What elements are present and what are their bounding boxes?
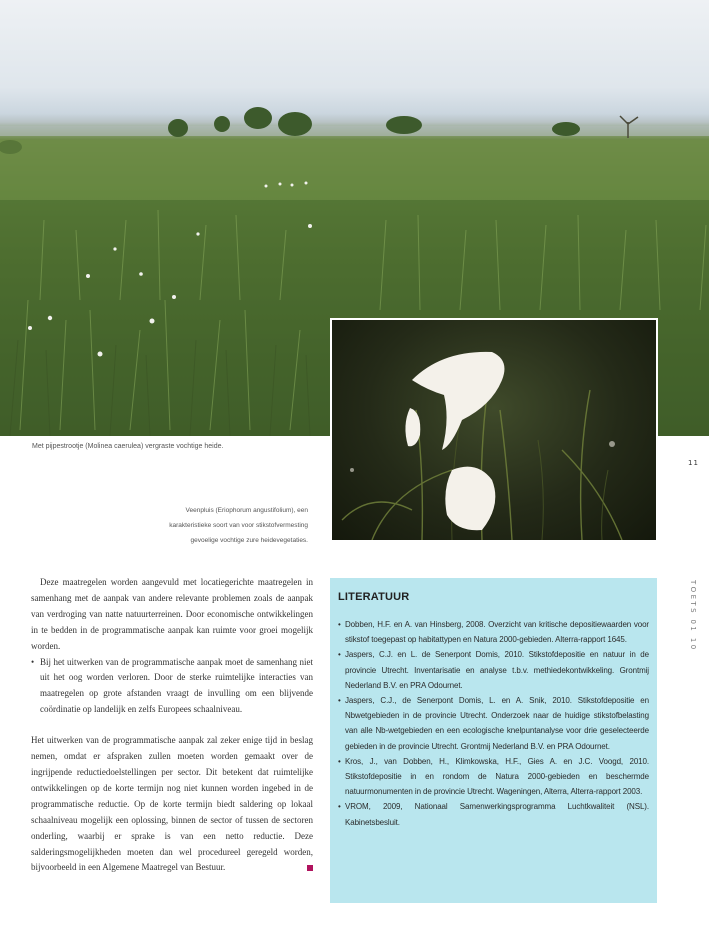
main-photo-caption: Met pijpestrootje (Molinea caerulea) vergraste vochtige heide. <box>32 443 224 450</box>
literature-box <box>330 578 657 903</box>
literature-item: • Jaspers, C.J. en L. de Senerpont Domis, 2010. Stikstofdepositie en natuur in de provincie Utrecht. Inventarisatie en analyse t.b.v. methiedekontwikkeling. Grontmij Nederland B.V. en PRA Odournet. <box>338 647 649 693</box>
body-paragraph-text: Het uitwerken van de programmatische aanpak zal zeker enige tijd in beslag nemen, omdat er afspraken zullen moeten worden gemaakt over de ingrijpende reductiedoelstellingen per sector. Dit betekent dat ruimtelijke ontwikkelingen op de korte termijn nog niet kunnen worden ingebed in de programmatische reductie. Op de korte termijn biedt saldering op lokaal schaalniveau mogelijk een oplossing, binnen de sector of tussen de sectoren onderling, waarbij er sprake is van een netto reductie. Deze salderingsmogelijkheden moeten dan wel procedureel geregeld worden, bijvoorbeeld in een Algemene Maatregel van Bestuur. <box>31 735 313 873</box>
body-text-column <box>31 575 313 876</box>
literature-item: • Jaspers, C.J., de Senerpont Domis, L. en A. Snik, 2010. Stikstofdepositie en Nbwetgebieden in de provincie Utrecht. Onderzoek naar de huidige stikstofbelasting van alle Nb-wetgebieden en een ecologische knelpuntanalyse voor drie geselecteerde gebieden in de provincie Utrecht. Grontmij Nederland B.V. en PRA Odournet. <box>338 693 649 754</box>
literature-item: • Dobben, H.F. en A. van Hinsberg, 2008. Overzicht van kritische depositiewaarden voor stikstof toegepast op habitattypen en Natura 2000-gebieden. Alterra-rapport 1645. <box>338 617 649 647</box>
body-paragraph <box>31 733 313 876</box>
running-head: TOETS 01 10 <box>689 580 697 652</box>
inset-caption-line: Veenpluis (Eriophorum angustifolium), een <box>185 507 308 514</box>
literature-item: • Kros, J., van Dobben, H., Klimkowska, H.F., Gies A. en J.C. Voogd, 2010. Stikstofdepositie in en rondom de Natura 2000-gebieden en beschermde natuurmonumenten in de provincie Utrecht. Wageningen, Alterra, Alterra-rapport 2003. <box>338 754 649 800</box>
bullet-list <box>31 655 313 719</box>
inset-photo-caption <box>130 503 308 548</box>
literature-title: LITERATUUR <box>338 591 410 603</box>
bullet-item: • Bij het uitwerken van de programmatische aanpak moet de samenhang niet uit het oog worden verloren. Door de sterke ruimtelijke interacties van maatregelen op grote afstanden vraagt de invulling om een blijvende coördinatie op landelijk en zelfs Europees schaalniveau. <box>31 655 313 719</box>
inset-caption-line: karakteristieke soort van voor stikstofvermesting <box>169 522 308 529</box>
inset-photo <box>330 318 658 542</box>
literature-list <box>338 617 649 830</box>
page-number: 11 <box>688 459 699 467</box>
end-of-article-mark <box>307 865 313 871</box>
cotton-grass-illustration <box>332 320 656 540</box>
inset-caption-line: gevoelige vochtige zure heidevegetaties. <box>190 537 308 544</box>
literature-item: • VROM, 2009, Nationaal Samenwerkingsprogramma Luchtkwaliteit (NSL). Kabinetsbesluit. <box>338 799 649 829</box>
body-paragraph: Deze maatregelen worden aangevuld met locatiegerichte maatregelen in samenhang met de aanpak van andere relevante problemen zoals de aanpak van verdroging van natte natuurterreinen. Door economische ontwikkelingen in te bedden in de programmatische aanpak kan ruimte voor groei mogelijk worden. <box>31 577 313 651</box>
